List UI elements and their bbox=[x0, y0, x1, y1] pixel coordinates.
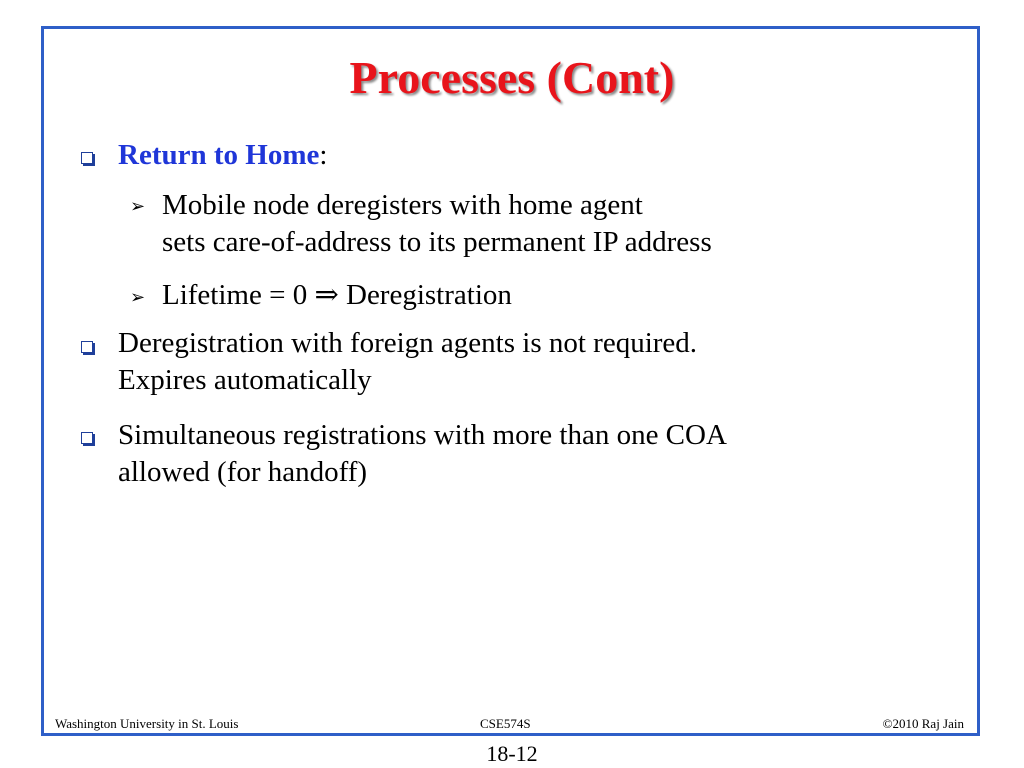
bullet-simultaneous bbox=[118, 417, 727, 491]
bullet-heading: Return to Home bbox=[118, 139, 320, 171]
bullet-return-to-home bbox=[118, 137, 327, 174]
sub-bullet-arrow-icon: ➢ bbox=[130, 287, 146, 308]
sub-bullet-line: sets care-of-address to its permanent IP address bbox=[162, 226, 712, 258]
sub-bullet-line: Mobile node deregisters with home agent bbox=[162, 189, 643, 221]
bullet-line: Deregistration with foreign agents is not required. bbox=[118, 327, 698, 359]
bullet-line: allowed (for handoff) bbox=[118, 456, 368, 488]
sub-bullet-arrow-icon: ➢ bbox=[130, 196, 146, 217]
footer-left: Washington University in St. Louis bbox=[55, 716, 239, 731]
bullet-heading-suffix: : bbox=[319, 139, 328, 171]
sub-bullet-lifetime bbox=[162, 277, 512, 314]
slide-title: Processes (Cont) bbox=[349, 52, 675, 103]
bullet-box-icon bbox=[81, 432, 93, 444]
bullet-deregistration-foreign bbox=[118, 325, 697, 399]
bullet-line: Expires automatically bbox=[118, 364, 372, 396]
page-number: 18-12 bbox=[486, 741, 538, 766]
sub-bullet-deregisters bbox=[162, 187, 712, 261]
bullet-box-icon bbox=[81, 152, 93, 164]
sub-bullet-line: Lifetime = 0 ⇒ Deregistration bbox=[162, 279, 512, 311]
footer-center: CSE574S bbox=[480, 716, 531, 731]
bullet-line: Simultaneous registrations with more than one COA bbox=[118, 419, 727, 451]
footer-right: ©2010 Raj Jain bbox=[882, 716, 964, 731]
bullet-box-icon bbox=[81, 341, 93, 353]
